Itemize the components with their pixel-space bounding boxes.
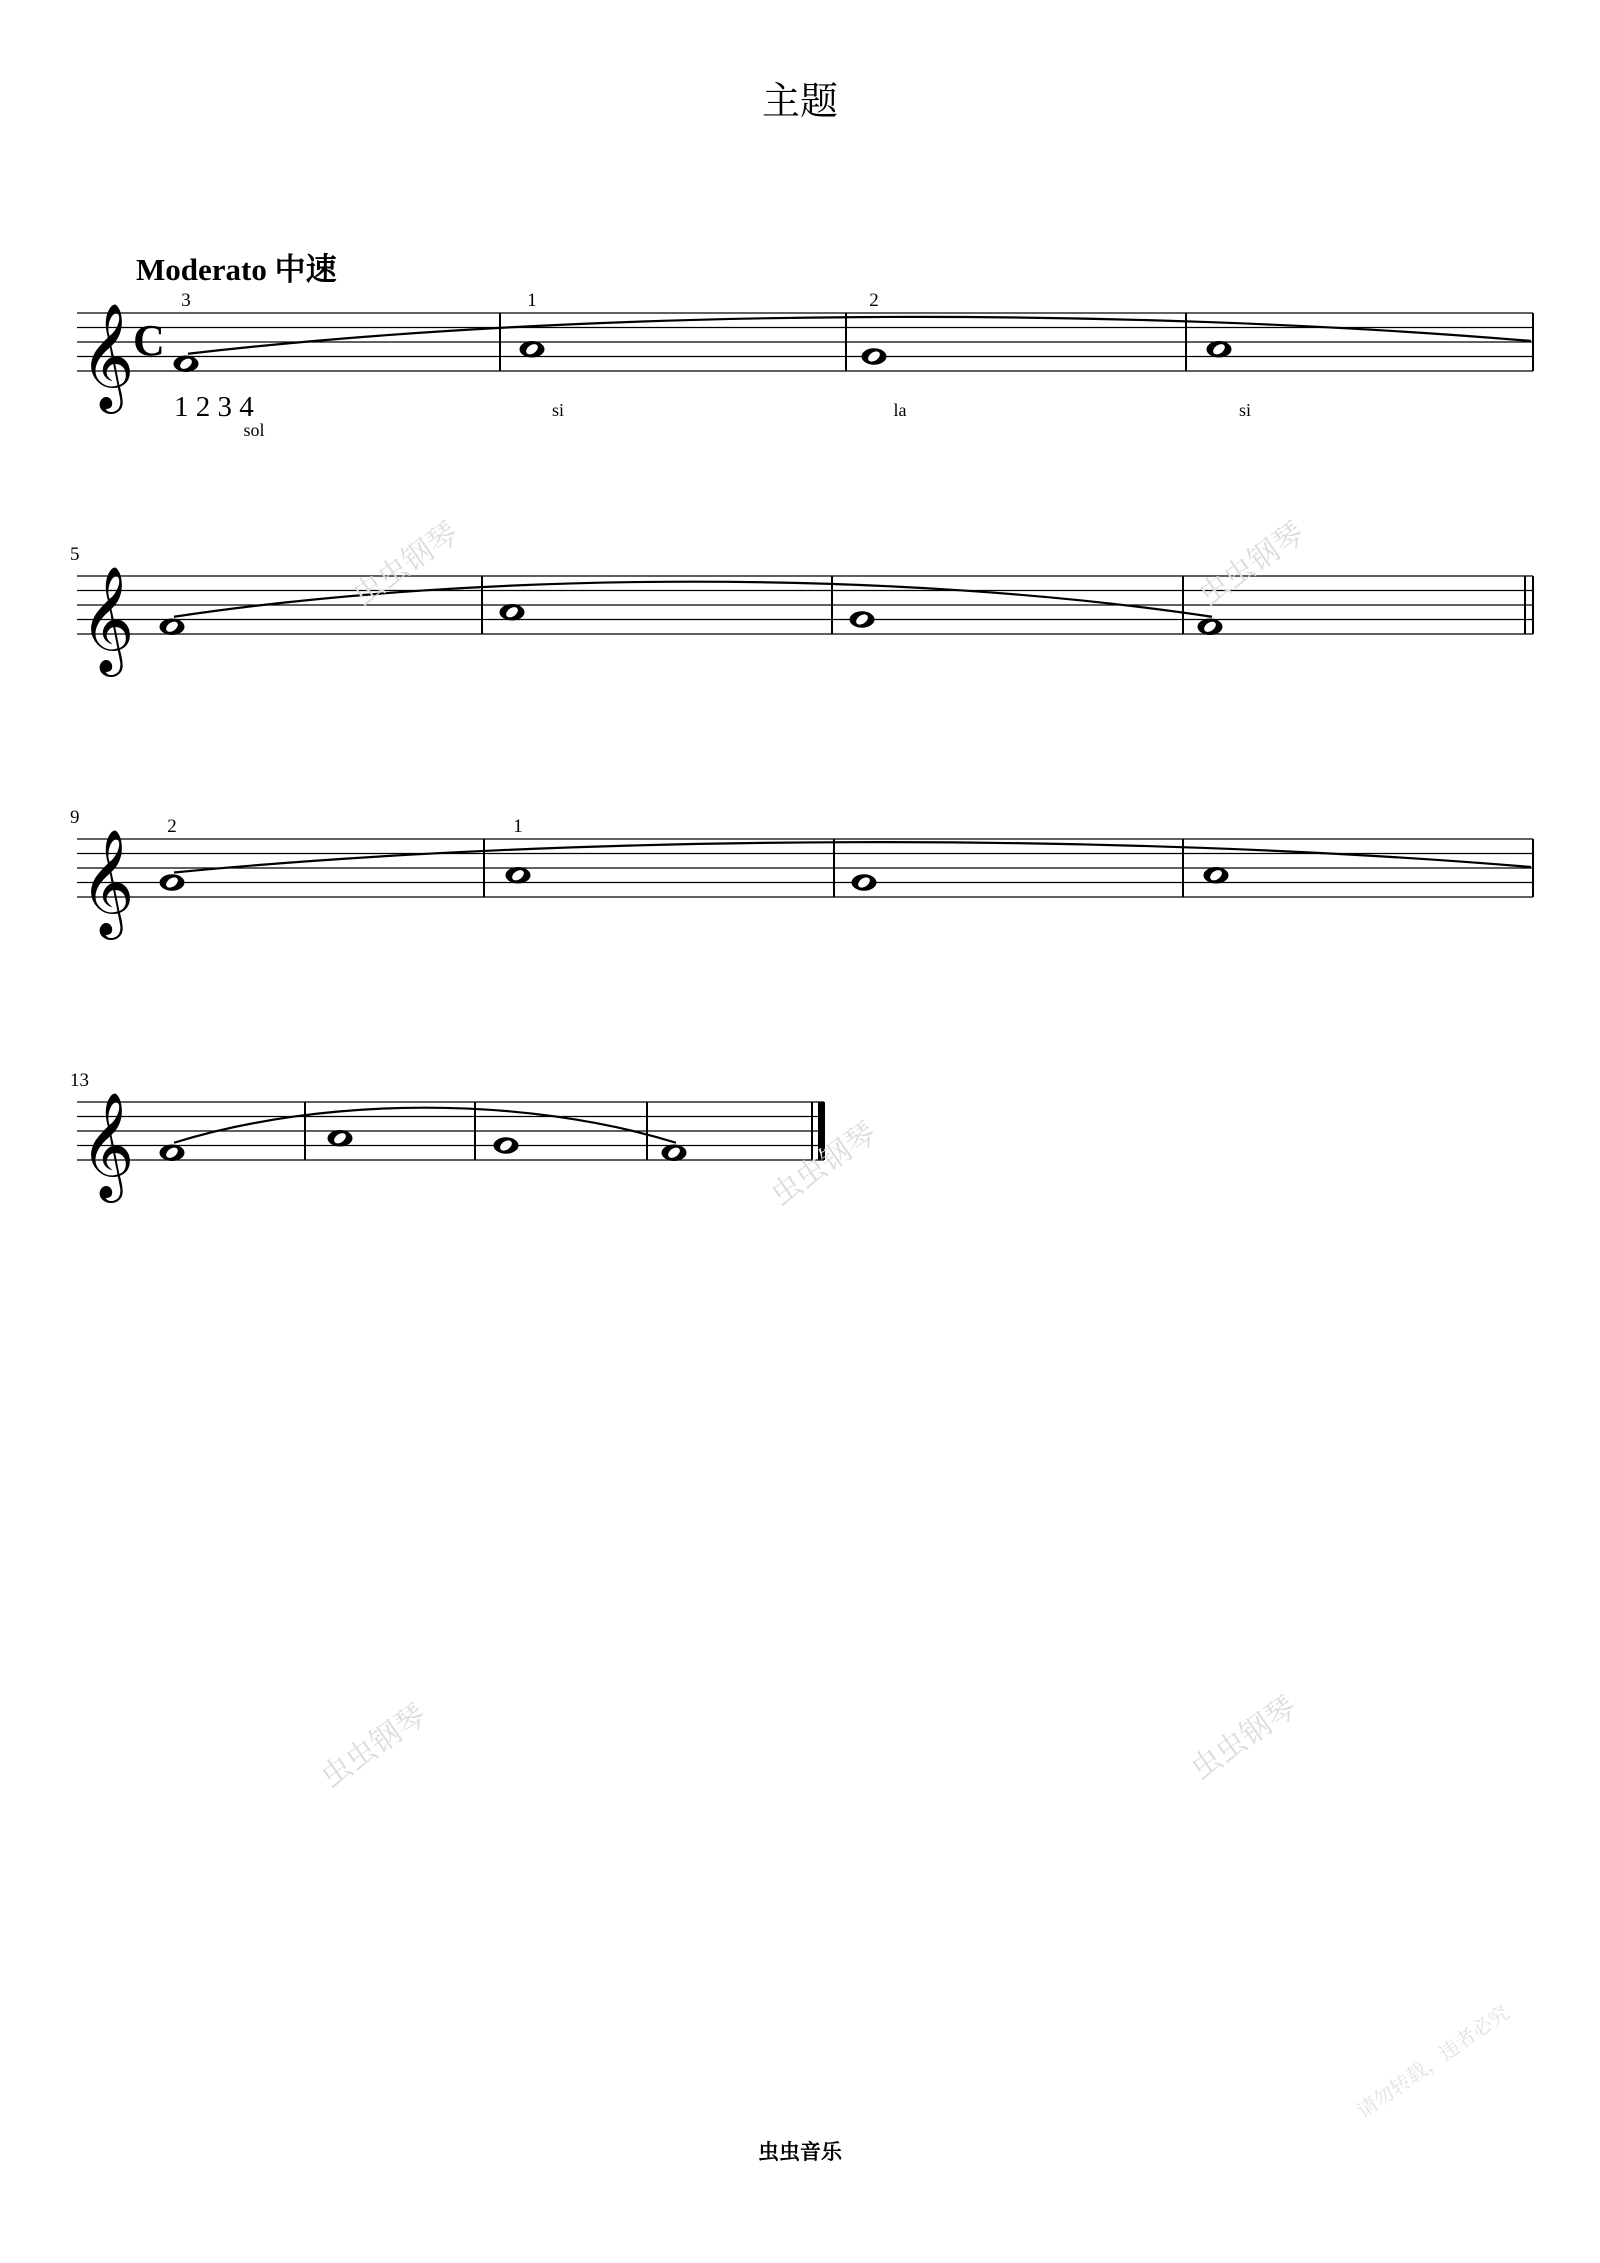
solfege-label: sol bbox=[243, 420, 265, 440]
fingering-number: 2 bbox=[869, 290, 879, 311]
solfege-label: la bbox=[893, 400, 907, 420]
tempo-marking: Moderato 中速 bbox=[136, 252, 337, 287]
watermark: 虫虫钢琴 bbox=[314, 1697, 433, 1796]
score-title: 主题 bbox=[761, 79, 838, 123]
whole-note bbox=[174, 356, 199, 372]
whole-note bbox=[506, 867, 531, 883]
watermark: 虫虫钢琴 bbox=[346, 515, 465, 614]
whole-note bbox=[1198, 619, 1223, 635]
treble-clef-icon: 𝄞 bbox=[80, 302, 135, 409]
measure-number: 13 bbox=[70, 1070, 89, 1091]
whole-note bbox=[662, 1145, 687, 1161]
fingering-number: 2 bbox=[167, 816, 177, 837]
whole-note bbox=[160, 1145, 185, 1161]
whole-note bbox=[1204, 867, 1229, 883]
slur bbox=[188, 317, 1531, 354]
solfege-label: si bbox=[551, 400, 565, 420]
slur bbox=[174, 1108, 676, 1143]
treble-clef-icon: 𝄞 bbox=[80, 1091, 135, 1198]
watermark: 虫虫钢琴 bbox=[1184, 1689, 1303, 1788]
whole-note bbox=[850, 611, 875, 627]
treble-clef-icon: 𝄞 bbox=[80, 828, 135, 935]
whole-note bbox=[160, 874, 185, 890]
whole-note bbox=[520, 341, 545, 357]
beat-count: 1 2 3 4 bbox=[174, 391, 254, 423]
measure-number: 5 bbox=[70, 544, 80, 565]
watermark: 虫虫钢琴 bbox=[764, 1115, 883, 1214]
fingering-number: 3 bbox=[181, 290, 191, 311]
whole-note bbox=[1207, 341, 1232, 357]
whole-note bbox=[328, 1130, 353, 1146]
whole-note bbox=[494, 1137, 519, 1153]
treble-clef-icon: 𝄞 bbox=[80, 565, 135, 672]
fingering-number: 1 bbox=[513, 816, 523, 837]
footer-brand: 虫虫音乐 bbox=[758, 2140, 842, 2164]
whole-note bbox=[862, 348, 887, 364]
solfege-label: si bbox=[1238, 400, 1252, 420]
time-signature: C bbox=[133, 316, 165, 366]
fingering-number: 1 bbox=[527, 290, 537, 311]
whole-note bbox=[160, 619, 185, 635]
slur bbox=[174, 582, 1212, 617]
measure-number: 9 bbox=[70, 807, 80, 828]
whole-note bbox=[852, 874, 877, 890]
watermark-notice: 请勿转载，违者必究 bbox=[1352, 2000, 1514, 2123]
whole-note bbox=[500, 604, 525, 620]
watermark: 虫虫钢琴 bbox=[1192, 515, 1311, 614]
